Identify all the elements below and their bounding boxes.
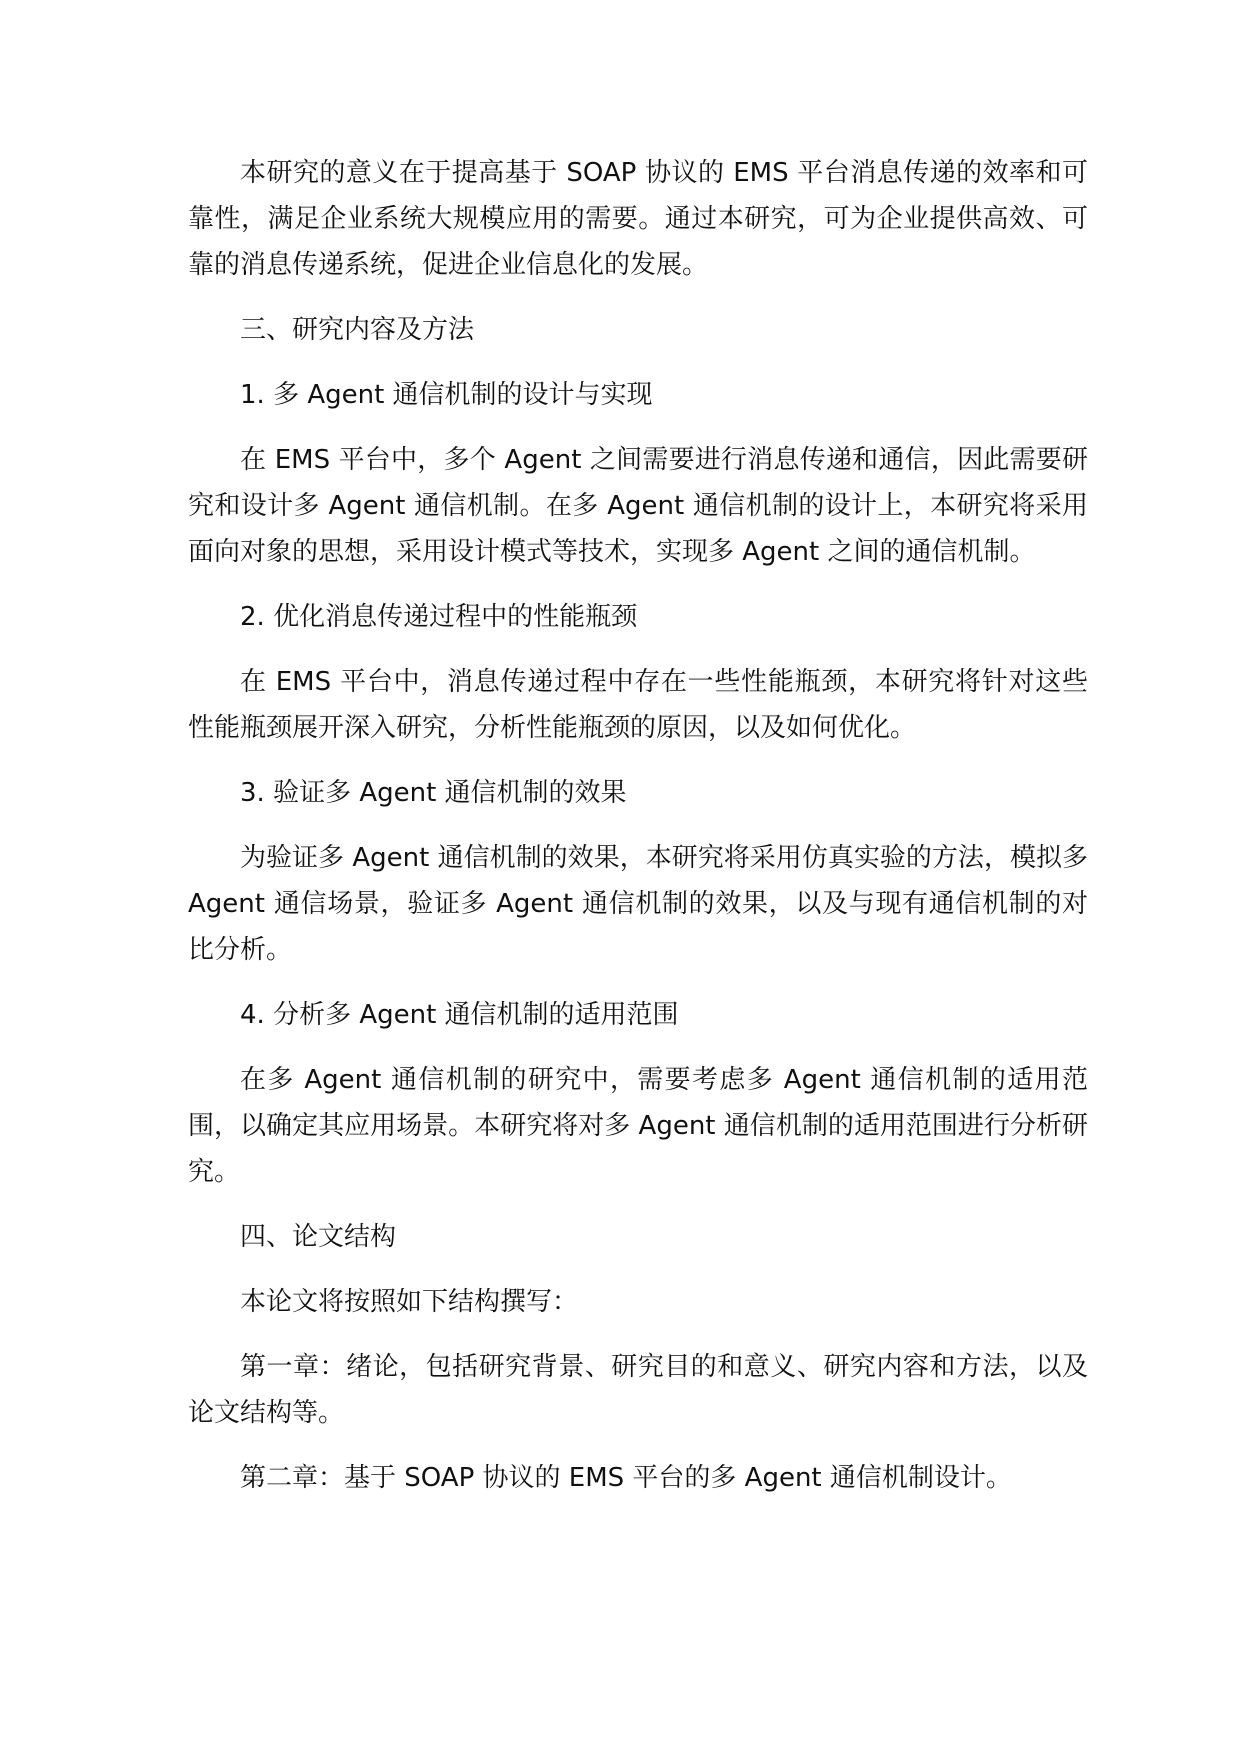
- subheading-4: 4. 分析多 Agent 通信机制的适用范围: [240, 1000, 679, 1030]
- section-heading-thesis-structure: 四、论文结构: [240, 1222, 397, 1252]
- paragraph-3: 为验证多 Agent 通信机制的效果，本研究将采用仿真实验的方法，模拟多 Agent 通信场景，验证多 Agent 通信机制的效果，以及与现有通信机制的对比分析。: [188, 843, 1088, 965]
- paragraph-chapter-2: 第二章：基于 SOAP 协议的 EMS 平台的多 Agent 通信机制设计。: [240, 1463, 1012, 1493]
- paragraph-1: 在 EMS 平台中，多个 Agent 之间需要进行消息传递和通信，因此需要研究和设计多 Agent 通信机制。在多 Agent 通信机制的设计上，本研究将采用面向对象的思想，采用设计模式等技术，实现多 Agent 之间的通信机制。: [188, 445, 1088, 567]
- paragraph-2: 在 EMS 平台中，消息传递过程中存在一些性能瓶颈，本研究将针对这些性能瓶颈展开深入研究，分析性能瓶颈的原因，以及如何优化。: [188, 667, 1088, 743]
- paragraph-4: 在多 Agent 通信机制的研究中，需要考虑多 Agent 通信机制的适用范围，以确定其应用场景。本研究将对多 Agent 通信机制的适用范围进行分析研究。: [188, 1065, 1088, 1187]
- section-heading-research-content: 三、研究内容及方法: [240, 315, 475, 345]
- paragraph-structure-intro: 本论文将按照如下结构撰写：: [240, 1287, 579, 1317]
- subheading-2: 2. 优化消息传递过程中的性能瓶颈: [240, 602, 638, 632]
- paragraph-chapter-1: 第一章：绪论，包括研究背景、研究目的和意义、研究内容和方法，以及论文结构等。: [188, 1352, 1088, 1428]
- paragraph-significance: 本研究的意义在于提高基于 SOAP 协议的 EMS 平台消息传递的效率和可靠性，满足企业系统大规模应用的需要。通过本研究，可为企业提供高效、可靠的消息传递系统，促进企业信息化的发展。: [188, 158, 1088, 280]
- document-body: [188, 150, 1088, 1520]
- subheading-1: 1. 多 Agent 通信机制的设计与实现: [240, 380, 653, 410]
- subheading-3: 3. 验证多 Agent 通信机制的效果: [240, 778, 627, 808]
